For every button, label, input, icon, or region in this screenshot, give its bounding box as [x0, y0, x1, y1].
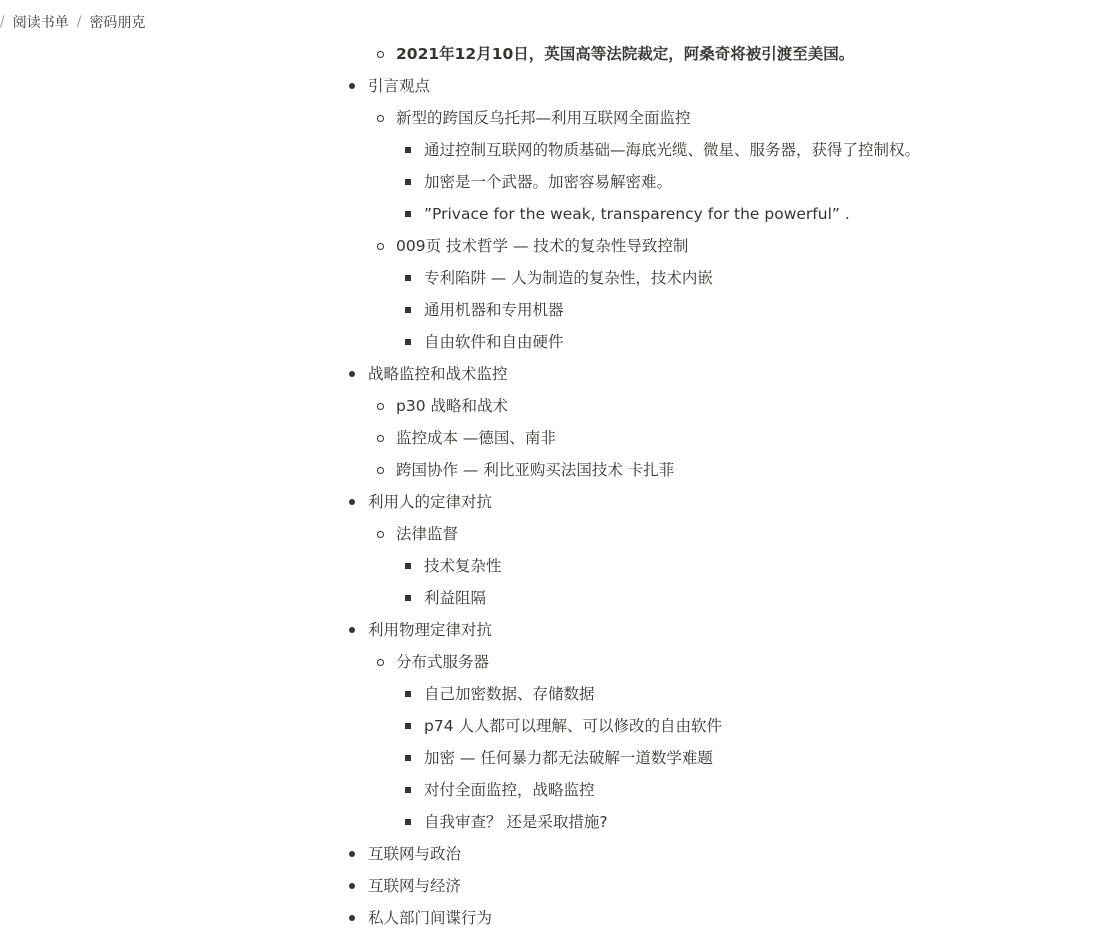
bullet-mark: [405, 819, 411, 825]
list-item-text[interactable]: 自我审查？ 还是采取措施?: [424, 813, 608, 831]
square-bullet-icon: [400, 134, 416, 166]
circle-bullet-icon: [372, 390, 388, 422]
list-item[interactable]: [340, 230, 1080, 262]
bullet-mark: [405, 595, 411, 601]
list-item[interactable]: [340, 198, 1080, 230]
bullet-mark: [377, 435, 384, 442]
list-item[interactable]: [340, 774, 1080, 806]
list-item-text[interactable]: ”Privace for the weak, transparency for the powerful” .: [424, 205, 850, 223]
bullet-mark: [405, 275, 411, 281]
disc-bullet-icon: [344, 614, 360, 646]
list-item-text[interactable]: 技术复杂性: [424, 557, 502, 575]
list-item-text[interactable]: p30 战略和战术: [396, 397, 508, 415]
bullet-mark: [405, 307, 411, 313]
document-outline: [340, 38, 1080, 934]
list-item-text[interactable]: 自由软件和自由硬件: [424, 333, 564, 351]
list-item-text[interactable]: 通过控制互联网的物质基础—海底光缆、微星、服务器，获得了控制权。: [424, 141, 921, 159]
list-item-text[interactable]: 引言观点: [368, 77, 431, 95]
breadcrumb-separator: /: [76, 14, 82, 30]
list-item-text[interactable]: 通用机器和专用机器: [424, 301, 564, 319]
list-item[interactable]: [340, 326, 1080, 358]
list-item[interactable]: [340, 166, 1080, 198]
list-item[interactable]: [340, 550, 1080, 582]
list-item-text[interactable]: 009页 技术哲学 — 技术的复杂性导致控制: [396, 237, 689, 255]
bullet-mark: [377, 531, 384, 538]
list-item-text[interactable]: 利用物理定律对抗: [368, 621, 493, 639]
list-item-text[interactable]: 自己加密数据、存储数据: [424, 685, 595, 703]
list-item[interactable]: [340, 870, 1080, 902]
bullet-mark: [349, 851, 355, 857]
circle-bullet-icon: [372, 102, 388, 134]
bullet-mark: [405, 147, 411, 153]
list-item[interactable]: [340, 422, 1080, 454]
list-item[interactable]: [340, 294, 1080, 326]
disc-bullet-icon: [344, 838, 360, 870]
bullet-mark: [349, 915, 355, 921]
list-item[interactable]: [340, 390, 1080, 422]
bullet-mark: [349, 83, 355, 89]
bullet-mark: [405, 211, 411, 217]
list-item-text[interactable]: 互联网与经济: [368, 877, 462, 895]
breadcrumb-separator: /: [0, 14, 5, 30]
list-item-text[interactable]: 监控成本 —德国、南非: [396, 429, 556, 447]
list-item[interactable]: [340, 678, 1080, 710]
list-item-text[interactable]: 分布式服务器: [396, 653, 490, 671]
square-bullet-icon: [400, 294, 416, 326]
list-item[interactable]: [340, 134, 1080, 166]
list-item[interactable]: [340, 646, 1080, 678]
bullet-mark: [405, 755, 411, 761]
list-item-text[interactable]: 利益阻隔: [424, 589, 487, 607]
bullet-mark: [349, 371, 355, 377]
square-bullet-icon: [400, 262, 416, 294]
list-item-text[interactable]: 2021年12月10日，英国高等法院裁定，阿桑奇将被引渡至美国。: [396, 45, 855, 63]
bullet-mark: [349, 883, 355, 889]
square-bullet-icon: [400, 678, 416, 710]
list-item-text[interactable]: 利用人的定律对抗: [368, 493, 493, 511]
list-item[interactable]: [340, 902, 1080, 934]
circle-bullet-icon: [372, 646, 388, 678]
list-item[interactable]: [340, 582, 1080, 614]
list-item-text[interactable]: 对付全面监控，战略监控: [424, 781, 595, 799]
breadcrumb-item-cypherpunks[interactable]: 密码朋克: [89, 15, 146, 31]
list-item-text[interactable]: 法律监督: [396, 525, 459, 543]
list-item[interactable]: [340, 70, 1080, 102]
disc-bullet-icon: [344, 486, 360, 518]
list-item[interactable]: [340, 38, 1080, 70]
square-bullet-icon: [400, 710, 416, 742]
list-item-text[interactable]: 跨国协作 — 利比亚购买法国技术 卡扎菲: [396, 461, 675, 479]
breadcrumb-item-reading-list[interactable]: 阅读书单: [12, 15, 69, 31]
bullet-mark: [349, 499, 355, 505]
bullet-mark: [405, 691, 411, 697]
square-bullet-icon: [400, 198, 416, 230]
circle-bullet-icon: [372, 38, 388, 70]
square-bullet-icon: [400, 550, 416, 582]
bullet-mark: [377, 467, 384, 474]
bullet-mark: [405, 179, 411, 185]
square-bullet-icon: [400, 166, 416, 198]
bullet-mark: [377, 403, 384, 410]
disc-bullet-icon: [344, 870, 360, 902]
disc-bullet-icon: [344, 358, 360, 390]
bullet-mark: [377, 659, 384, 666]
list-item[interactable]: [340, 486, 1080, 518]
list-item[interactable]: [340, 102, 1080, 134]
square-bullet-icon: [400, 742, 416, 774]
list-item-text[interactable]: 战略监控和战术监控: [368, 365, 508, 383]
square-bullet-icon: [400, 326, 416, 358]
list-item-text[interactable]: 新型的跨国反乌托邦—利用互联网全面监控: [396, 109, 691, 127]
list-item[interactable]: [340, 710, 1080, 742]
list-item-text[interactable]: 互联网与政治: [368, 845, 462, 863]
bullet-mark: [405, 723, 411, 729]
bullet-mark: [377, 115, 384, 122]
list-item[interactable]: [340, 614, 1080, 646]
bullet-mark: [377, 243, 384, 250]
disc-bullet-icon: [344, 902, 360, 934]
bullet-mark: [405, 563, 411, 569]
list-item[interactable]: [340, 454, 1080, 486]
list-item-text[interactable]: 加密是一个武器。加密容易解密难。: [424, 173, 673, 191]
list-item[interactable]: [340, 742, 1080, 774]
list-item[interactable]: [340, 518, 1080, 550]
bullet-mark: [405, 787, 411, 793]
list-item[interactable]: [340, 806, 1080, 838]
circle-bullet-icon: [372, 518, 388, 550]
disc-bullet-icon: [344, 70, 360, 102]
circle-bullet-icon: [372, 422, 388, 454]
list-item[interactable]: [340, 262, 1080, 294]
bullet-mark: [349, 627, 355, 633]
bullet-mark: [377, 51, 384, 58]
list-item[interactable]: [340, 358, 1080, 390]
list-item[interactable]: [340, 838, 1080, 870]
list-item-text[interactable]: p74 人人都可以理解、可以修改的自由软件: [424, 717, 722, 735]
list-item-text[interactable]: 私人部门间谍行为: [368, 909, 493, 927]
circle-bullet-icon: [372, 454, 388, 486]
square-bullet-icon: [400, 806, 416, 838]
list-item-text[interactable]: 专利陷阱 — 人为制造的复杂性，技术内嵌: [424, 269, 713, 287]
bullet-mark: [405, 339, 411, 345]
list-item-text[interactable]: 加密 — 任何暴力都无法破解一道数学难题: [424, 749, 713, 767]
square-bullet-icon: [400, 774, 416, 806]
circle-bullet-icon: [372, 230, 388, 262]
breadcrumb: [0, 12, 145, 32]
square-bullet-icon: [400, 582, 416, 614]
